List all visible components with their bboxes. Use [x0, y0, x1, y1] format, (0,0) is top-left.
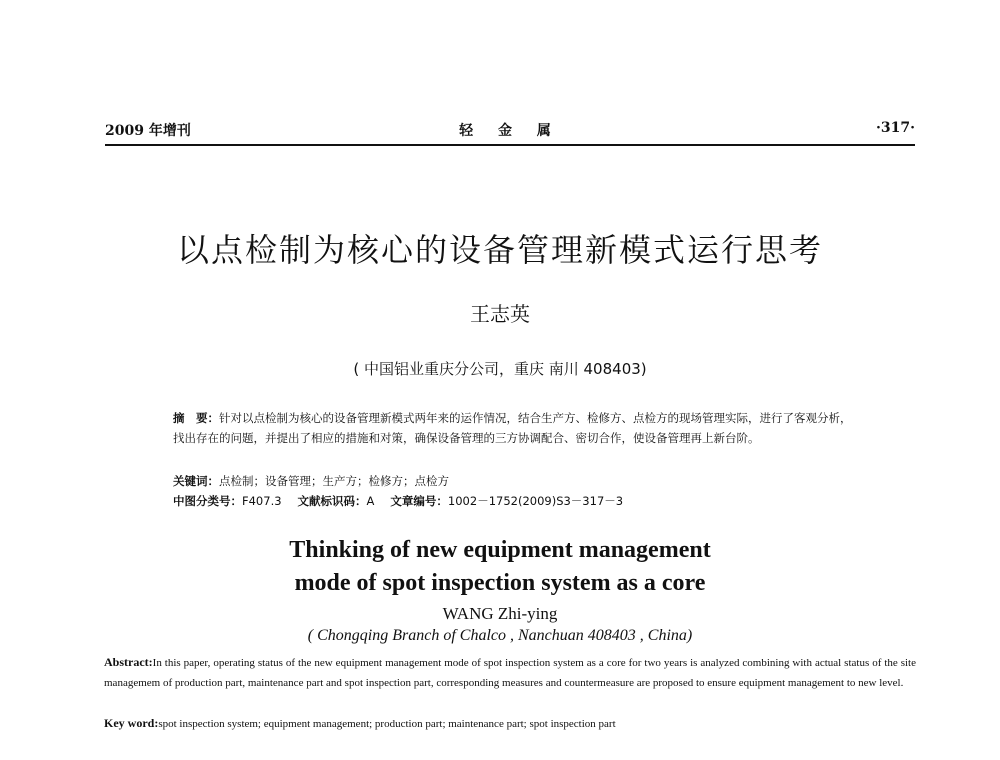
article-number-value: 1002－1752(2009)S3－317－3: [447, 494, 624, 508]
chinese-keywords-label: 关键词：: [173, 474, 219, 488]
english-keywords-label: Key word:: [104, 716, 159, 730]
chinese-abstract: [173, 408, 853, 448]
chinese-affiliation: ( 中国铝业重庆分公司，重庆 南川 408403): [353, 360, 647, 378]
chinese-author: 王志英: [470, 302, 530, 326]
english-title-line-2: mode of spot inspection system as a core: [294, 570, 706, 596]
chinese-keywords-text: 点检制；设备管理；生产方；检修方；点检方: [219, 474, 449, 488]
article-number-label: 文章编号：: [390, 494, 448, 508]
chinese-abstract-text: 针对以点检制为核心的设备管理新模式两年来的运作情况，结合生产方、检修方、点检方的现场管理实际，进行了客观分析，找出存在的问题，并提出了相应的措施和对策，确保设备管理的三方协调配合、密切合作，使设备管理再上新台阶。: [173, 411, 852, 445]
class-number-label: 中图分类号：: [173, 494, 242, 508]
english-title-line-1: Thinking of new equipment management: [289, 537, 711, 563]
english-abstract-text: In this paper, operating status of the new equipment management mode of spot inspection system as a core for two years is analyzed combining with actual status of the site managemem of production part, maintenance part and spot inspection part, corresponding measures and countermeasure are proposed to ensure equipment management to new level.: [104, 657, 916, 689]
journal-name: 轻 金 属: [459, 123, 561, 139]
english-abstract: [104, 652, 916, 693]
document-code-label: 文献标识码：: [297, 494, 367, 508]
english-abstract-label: Abstract:: [104, 655, 153, 669]
english-author: WANG Zhi-ying: [442, 604, 558, 623]
chinese-title: 以点检制为核心的设备管理新模式运行思考: [176, 231, 823, 269]
english-affiliation: ( Chongqing Branch of Chalco , Nanchuan 408403 , China): [307, 627, 693, 644]
classification-line: [173, 491, 853, 511]
journal-issue: 2009 年增刊: [105, 123, 191, 139]
chinese-abstract-label: 摘 要：: [173, 411, 219, 425]
document-code-value: A: [366, 494, 375, 508]
running-header: [105, 118, 915, 146]
chinese-keywords: [173, 471, 853, 491]
english-keywords-text: spot inspection system; equipment management; production part; maintenance part; spot inspection part: [158, 718, 616, 730]
english-keywords: [104, 713, 916, 734]
page-number: ·317·: [876, 120, 915, 136]
class-number-value: F407.3: [242, 494, 282, 508]
